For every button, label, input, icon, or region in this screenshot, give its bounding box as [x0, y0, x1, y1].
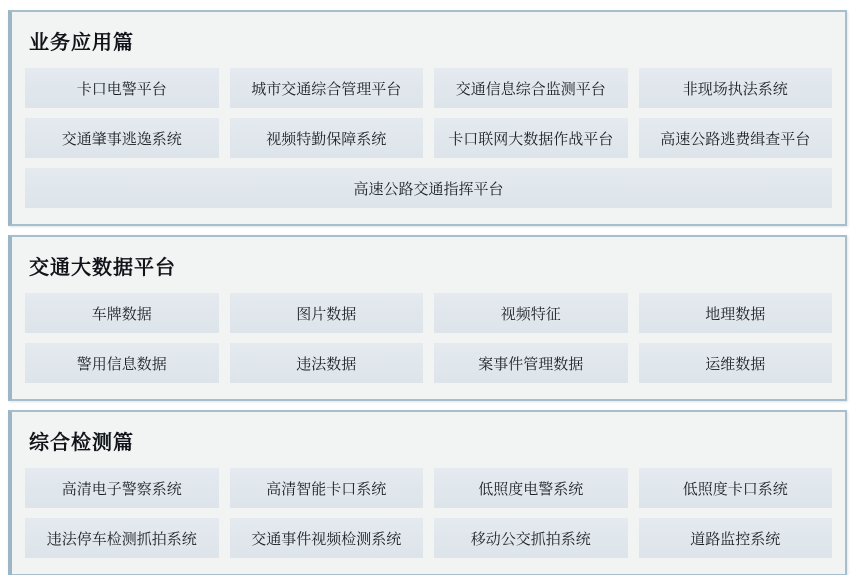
grid-cell: 违法停车检测抓拍系统: [25, 518, 219, 558]
comprehensive-detection-grid: [25, 468, 832, 558]
traffic-bigdata-grid: [25, 293, 832, 383]
section-business-applications: [8, 10, 847, 226]
grid-cell-full-width: 高速公路交通指挥平台: [25, 168, 832, 208]
section-title-business-applications: 业务应用篇: [29, 32, 134, 54]
grid-cell: 违法数据: [230, 343, 424, 383]
grid-cell: 移动公交抓拍系统: [434, 518, 628, 558]
grid-cell: 警用信息数据: [25, 343, 219, 383]
grid-cell: 案事件管理数据: [434, 343, 628, 383]
grid-cell: 运维数据: [639, 343, 833, 383]
grid-cell: 非现场执法系统: [639, 68, 833, 108]
grid-cell: 交通信息综合监测平台: [434, 68, 628, 108]
grid-cell: 视频特勤保障系统: [230, 118, 424, 158]
section-traffic-bigdata-platform: [8, 235, 847, 401]
grid-cell: 地理数据: [639, 293, 833, 333]
business-applications-grid: [25, 68, 832, 208]
grid-cell: 视频特征: [434, 293, 628, 333]
grid-cell: 图片数据: [230, 293, 424, 333]
grid-cell: 卡口电警平台: [25, 68, 219, 108]
section-title-comprehensive-detection: 综合检测篇: [29, 432, 134, 454]
grid-cell: 交通肇事逃逸系统: [25, 118, 219, 158]
grid-cell: 高清电子警察系统: [25, 468, 219, 508]
grid-cell: 高速公路逃费缉查平台: [639, 118, 833, 158]
grid-cell: 低照度电警系统: [434, 468, 628, 508]
grid-cell: 低照度卡口系统: [639, 468, 833, 508]
grid-cell: 高清智能卡口系统: [230, 468, 424, 508]
section-title-traffic-bigdata-platform: 交通大数据平台: [29, 257, 176, 279]
grid-cell: 城市交通综合管理平台: [230, 68, 424, 108]
grid-cell: 卡口联网大数据作战平台: [434, 118, 628, 158]
grid-cell: 交通事件视频检测系统: [230, 518, 424, 558]
section-comprehensive-detection: [8, 410, 847, 575]
grid-cell: 车牌数据: [25, 293, 219, 333]
grid-cell: 道路监控系统: [639, 518, 833, 558]
